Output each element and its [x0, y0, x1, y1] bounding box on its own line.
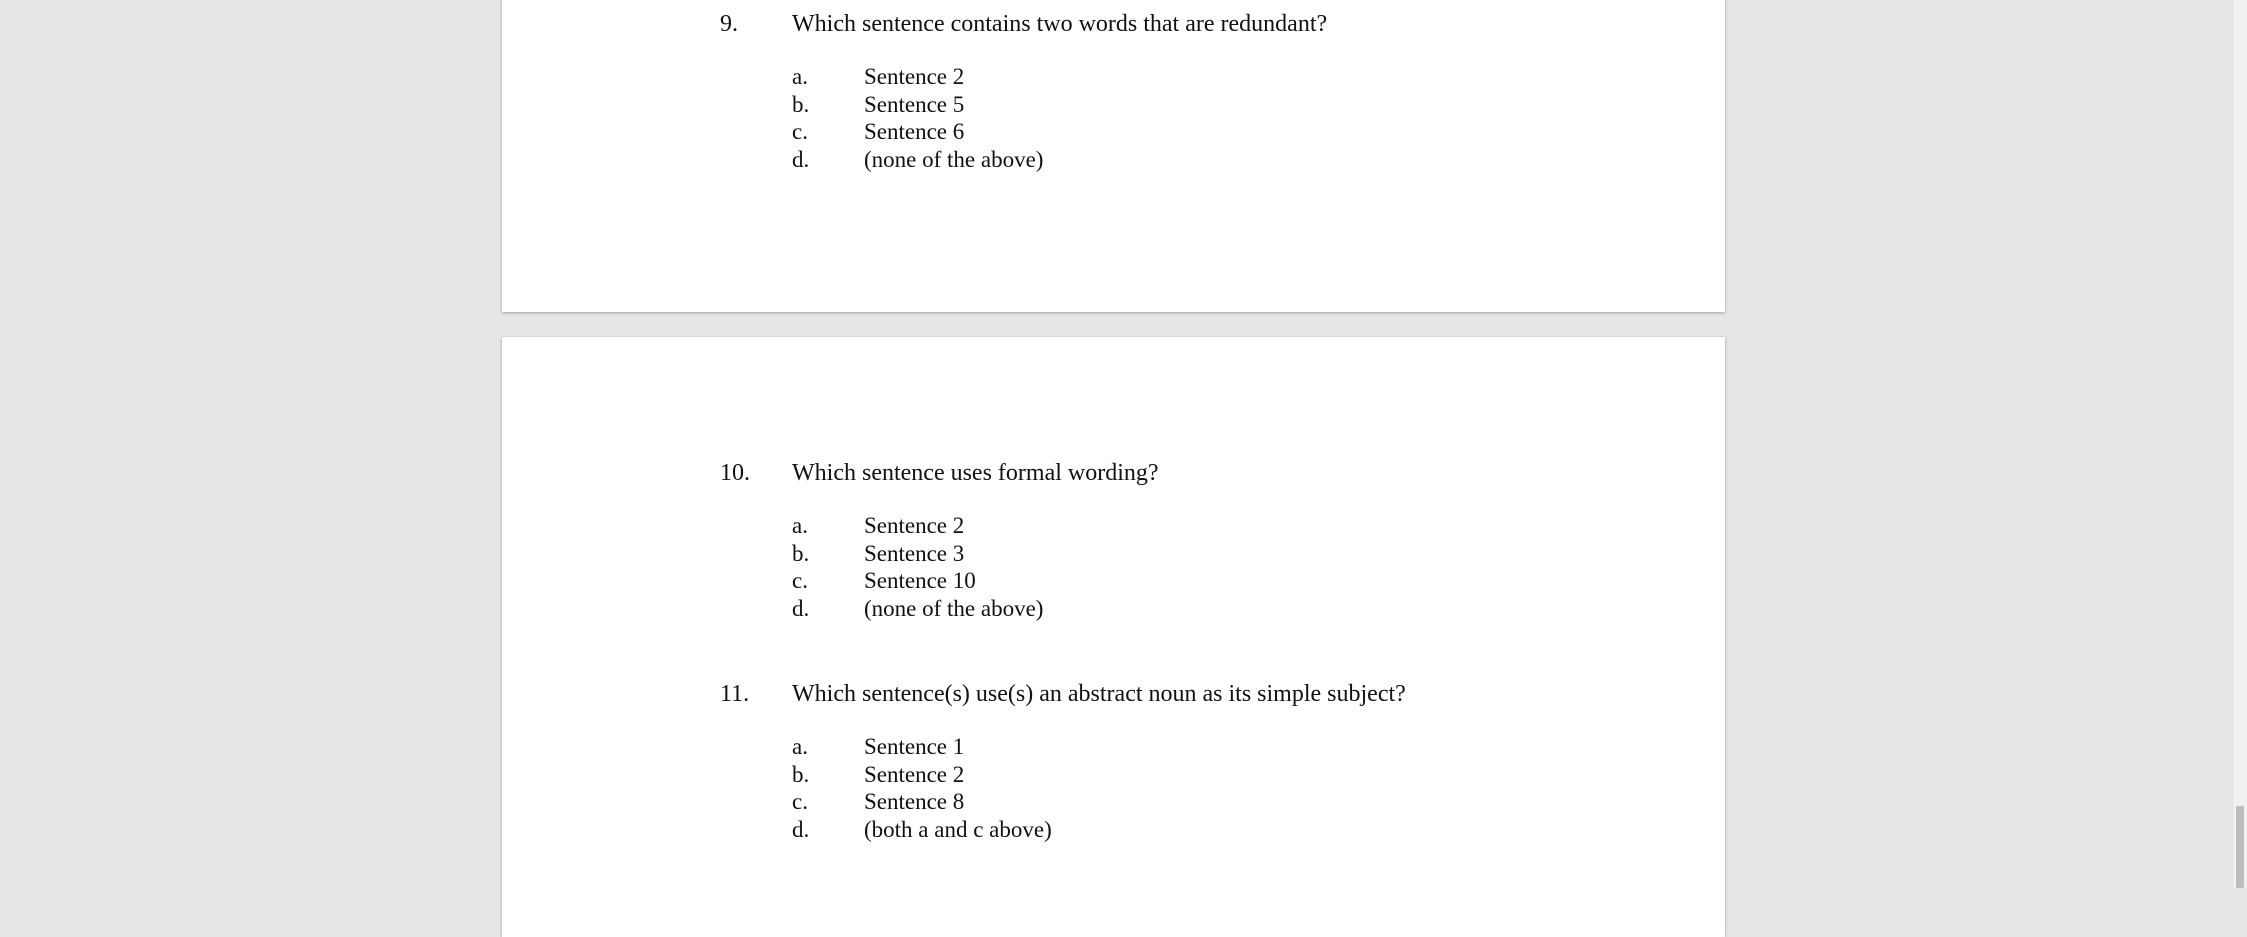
- question-number: 9.: [720, 11, 738, 37]
- choice-letter: c.: [792, 119, 808, 145]
- choice-letter: d.: [792, 596, 810, 622]
- choice-letter: a.: [792, 64, 808, 89]
- choice-text: (both a and c above): [864, 817, 1052, 843]
- choice-letter: b.: [792, 91, 810, 117]
- choice-text: (none of the above): [864, 147, 1044, 173]
- choice-text: Sentence 6: [864, 119, 965, 145]
- choice-letter: c.: [792, 568, 808, 594]
- question-text: Which sentence(s) use(s) an abstract noun as its simple subject?: [792, 681, 1406, 707]
- choice-text: Sentence 2: [864, 513, 965, 538]
- question-line: [720, 9, 1700, 39]
- choice-item: [720, 146, 1700, 174]
- question-number: 11.: [720, 681, 750, 707]
- question-10: [720, 458, 1700, 623]
- choice-text: Sentence 1: [864, 734, 965, 759]
- choice-letter: b.: [792, 761, 810, 787]
- choice-item: [720, 788, 1700, 816]
- question-text: Which sentence contains two words that are redundant?: [792, 11, 1328, 37]
- question-line: [720, 458, 1700, 488]
- choice-item: [720, 512, 1700, 540]
- choice-text: Sentence 5: [864, 91, 965, 117]
- choice-letter: a.: [792, 734, 808, 759]
- choice-text: Sentence 10: [864, 568, 976, 594]
- choice-text: (none of the above): [864, 596, 1044, 622]
- choice-item: [720, 761, 1700, 789]
- document-page-1: [502, 0, 1725, 312]
- choice-letter: d.: [792, 147, 810, 173]
- choice-list: [720, 733, 1700, 844]
- choice-list: [720, 512, 1700, 623]
- choice-text: Sentence 8: [864, 789, 965, 815]
- choice-item: [720, 816, 1700, 844]
- choice-letter: d.: [792, 817, 810, 843]
- choice-item: [720, 91, 1700, 119]
- choice-text: Sentence 2: [864, 64, 965, 89]
- choice-item: [720, 63, 1700, 91]
- choice-item: [720, 540, 1700, 568]
- choice-item: [720, 733, 1700, 761]
- choice-text: Sentence 3: [864, 540, 965, 566]
- choice-item: [720, 118, 1700, 146]
- question-9: [720, 9, 1700, 174]
- question-number: 10.: [720, 460, 750, 486]
- vertical-scrollbar[interactable]: [2232, 0, 2247, 888]
- choice-letter: b.: [792, 540, 810, 566]
- choice-text: Sentence 2: [864, 761, 965, 787]
- document-page-2: [502, 337, 1725, 937]
- choice-item: [720, 567, 1700, 595]
- choice-letter: a.: [792, 513, 808, 538]
- question-11: [720, 679, 1700, 844]
- question-text: Which sentence uses formal wording?: [792, 460, 1159, 486]
- choice-letter: c.: [792, 789, 808, 815]
- choice-list: [720, 63, 1700, 174]
- question-line: [720, 679, 1700, 709]
- scrollbar-thumb[interactable]: [2236, 806, 2244, 888]
- choice-item: [720, 595, 1700, 623]
